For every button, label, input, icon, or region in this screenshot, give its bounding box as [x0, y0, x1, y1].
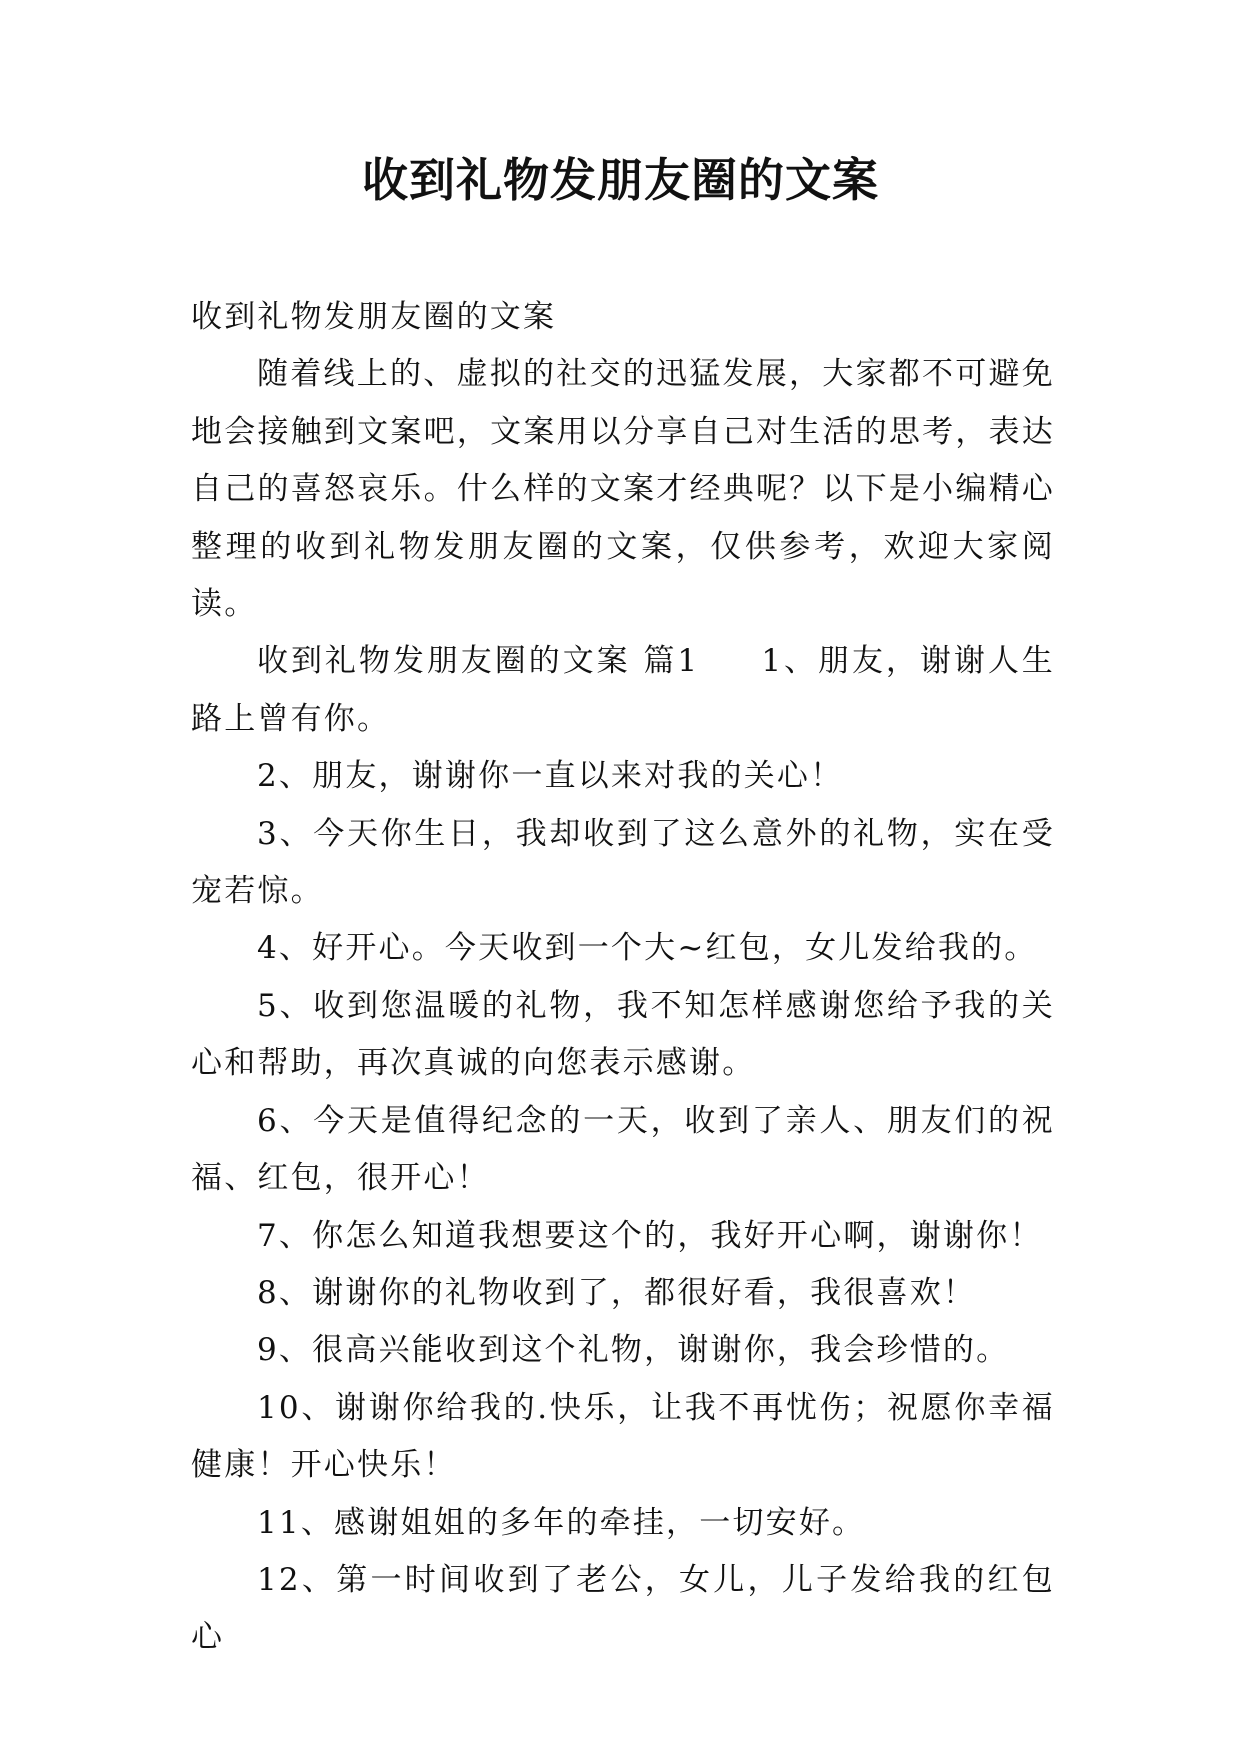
- document-subtitle: 收到礼物发朋友圈的文案: [191, 299, 557, 335]
- list-item: 7、你怎么知道我想要这个的，我好开心啊，谢谢你！: [257, 1217, 1043, 1254]
- section-paragraph: [191, 633, 1055, 748]
- list-item: 3、今天你生日，我却收到了这么意外的礼物，实在受宠若惊。: [191, 815, 1055, 910]
- section-heading: 收到礼物发朋友圈的文案 篇1: [257, 643, 700, 680]
- document-body: [191, 289, 1055, 1667]
- list-item: 5、收到您温暖的礼物，我不知怎样感谢您给予我的关心和帮助，再次真诚的向您表示感谢。: [191, 987, 1055, 1082]
- list-item: 9、很高兴能收到这个礼物，谢谢你，我会珍惜的。: [257, 1332, 1010, 1369]
- list-item: 4、好开心。今天收到一个大~红包，女儿发给我的。: [257, 930, 1038, 967]
- list-item: 12、第一时间收到了老公，女儿，儿子发给我的红包心: [191, 1561, 1055, 1656]
- list-item: 2、朋友，谢谢你一直以来对我的关心！: [257, 758, 844, 795]
- list-item: 1、朋友，谢谢人生路上曾有你。: [191, 643, 1055, 737]
- list-item: 10、谢谢你给我的.快乐，让我不再忧伤；祝愿你幸福健康！开心快乐！: [191, 1389, 1055, 1484]
- list-item: 8、谢谢你的礼物收到了，都很好看，我很喜欢！: [257, 1274, 977, 1311]
- list-item: 6、今天是值得纪念的一天，收到了亲人、朋友们的祝福、红包，很开心！: [191, 1102, 1055, 1197]
- intro-paragraph: 随着线上的、虚拟的社交的迅猛发展，大家都不可避免地会接触到文案吧，文案用以分享自己对生活的思考，表达自己的喜怒哀乐。什么样的文案才经典呢？以下是小编精心整理的收到礼物发朋友圈的文案，仅供参考，欢迎大家阅读。: [191, 356, 1055, 623]
- document-title: 收到礼物发朋友圈的文案: [362, 153, 879, 207]
- list-item: 11、感谢姐姐的多年的牵挂，一切安好。: [257, 1504, 866, 1541]
